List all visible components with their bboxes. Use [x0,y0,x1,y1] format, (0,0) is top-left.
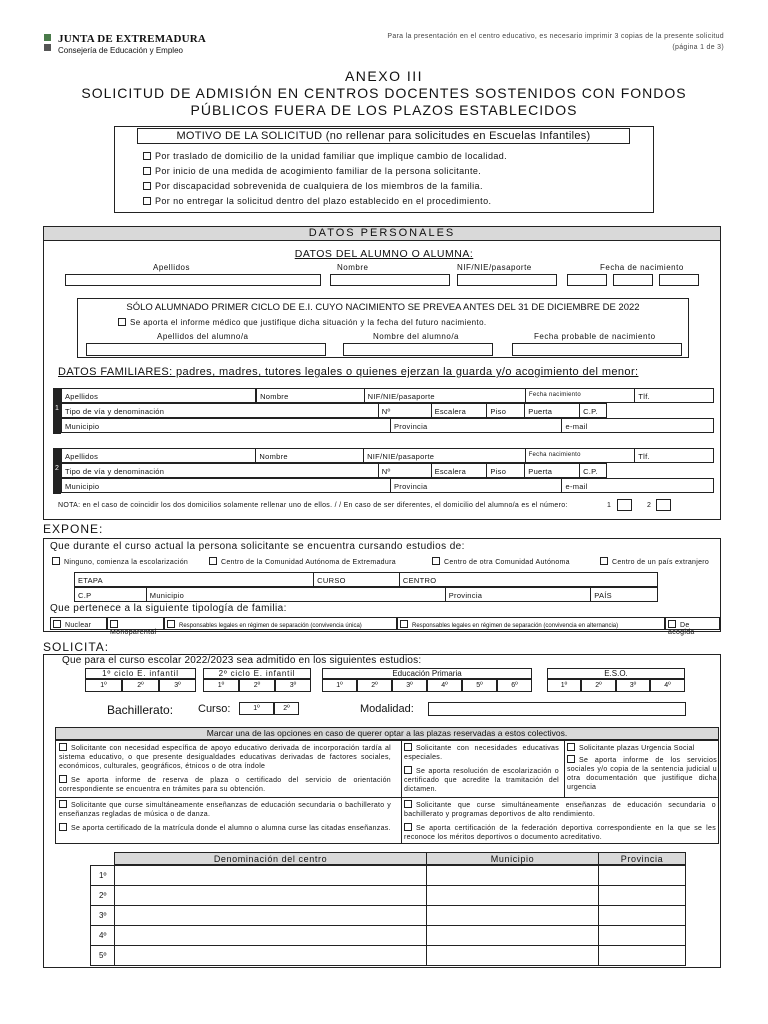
provincia-label: Provincia [446,588,592,601]
form-title-2: PÚBLICOS FUERA DE LOS PLAZOS ESTABLECIDOS [190,102,578,118]
ciclo1-c1[interactable]: 1º [85,679,122,692]
centro-provincia-input[interactable] [598,865,686,886]
pais-label: PAÍS [594,591,612,600]
fam-separacion-alternancia[interactable]: Responsables legales en régimen de separación (convivencia en alternancia) [397,617,665,630]
reserva-nee-apoyo-doc[interactable]: Se aporta informe de reserva de plaza o certificado del servicio de orientación correspondiente se encuentra en trámites para su obtención. [59,777,391,793]
fecha-probable-label: Fecha probable de nacimiento [534,332,656,341]
domicilio-opt-1[interactable] [617,499,632,511]
reserva-deporte-check[interactable]: Solicitante que curse simultáneamente enseñanzas de educación secundaria o bachillerato y programas deportivos de alto rendimiento. [404,802,716,818]
nombre-label: Nombre [256,449,364,462]
alumno-fecha-y[interactable] [659,274,699,286]
page-indicator: (página 1 de 3) [672,44,724,51]
cursando-text: Que durante el curso actual la persona solicitante se encuentra cursando estudios de: [50,541,465,552]
provincia-label: Provincia [391,479,562,492]
reserva-nee-apoyo-check[interactable]: Solicitante con necesidad específica de apoyo educativo derivada de incorporación tardía al sistema educativo, o que presente desigualdades educativas derivadas de factores sociales, económicos, culturales, geográficos, étnicos o de otra índole [59,745,391,770]
centro-row-number: 1º [90,865,115,886]
nif-label: NIF/NIE/pasaporte [365,389,526,402]
bach-c1[interactable]: 1º [239,702,274,715]
cp-label: C.P. [583,467,598,476]
motivo-option-2[interactable]: Por inicio de una medida de acogimiento familiar de la persona solicitante. [143,166,481,176]
domicilio-opt-1-label: 1 [607,502,612,509]
motivo-option-1[interactable]: Por traslado de domicilio de la unidad familiar que implique cambio de localidad. [143,151,507,161]
reserva-musica-doc[interactable]: Se aporta certificado de la matrícula donde el alumno o alumna curse las citadas enseñanzas. [59,823,391,833]
motivo-heading: MOTIVO DE LA SOLICITUD (no rellenar para solicitudes en Escuelas Infantiles) [137,128,630,144]
curso-label: CURSO [314,573,400,586]
primaria-c4[interactable]: 4º [427,679,462,692]
piso-label: Piso [487,404,525,417]
centro-row-number: 3º [90,905,115,926]
centro-row-number: 5º [90,945,115,966]
primaria-c1[interactable]: 1º [322,679,357,692]
municipio-label: Municipio [147,588,446,601]
municipio-label: Municipio [62,479,391,492]
municipio-label: Municipio [62,419,391,432]
fam-acogida[interactable]: De acogida [665,617,720,630]
num-label: Nº [379,464,432,477]
nombre-alumno-label: Nombre del alumno/a [373,332,459,341]
primaria-c3[interactable]: 3º [392,679,427,692]
fam-monoparental[interactable]: Monoparental [107,617,164,630]
header-note: Para la presentación en el centro educativo, es necesario imprimir 3 copias de la presente solicitud [387,33,724,40]
familiares-heading: DATOS FAMILIARES: padres, madres, tutores legales o quienes ejerzan la guarda y/o acogimiento del menor: [58,366,639,378]
primaria-header: Educación Primaria [322,668,532,679]
cursando-opt-ninguno[interactable]: Ninguno, comienza la escolarización [52,557,188,566]
reservadas-heading: Marcar una de las opciones en caso de querer optar a las plazas reservadas a estos colectivos. [55,727,719,740]
fecha-probable-input[interactable] [512,343,682,356]
nombre-alumno-input[interactable] [343,343,493,356]
alumno-heading: DATOS DEL ALUMNO O ALUMNA: [294,248,474,260]
provincia-label: Provincia [391,419,562,432]
ciclo1-header: 1º ciclo E. infantil [85,668,196,679]
eso-c2[interactable]: 2º [581,679,616,692]
bach-c2[interactable]: 2º [274,702,299,715]
eso-c3[interactable]: 3º [616,679,650,692]
personales-heading: DATOS PERSONALES [44,227,720,241]
alumno-fecha-m[interactable] [613,274,653,286]
cursando-opt-extremadura[interactable]: Centro de la Comunidad Autónoma de Extremadura [209,557,396,566]
email-label: e-mail [565,482,588,491]
centro-denominacion-input[interactable] [114,885,427,906]
centro-provincia-input[interactable] [598,925,686,946]
reserva-nee-doc[interactable]: Se aporta resolución de escolarización o certificado que acredite la tramitación del dictamen. [404,768,559,793]
motivo-option-4[interactable]: Por no entregar la solicitud dentro del plazo establecido en el procedimiento. [143,196,491,206]
expone-heading: EXPONE: [43,522,104,536]
etapa-label: ETAPA [75,573,314,586]
apellidos-label: Apellidos [62,449,256,462]
eso-c1[interactable]: 1º [547,679,581,692]
cursando-opt-extranjero[interactable]: Centro de un país extranjero [600,557,709,566]
grid-hline [55,797,719,798]
apellidos-alumno-label: Apellidos del alumno/a [157,332,249,341]
tutor-2-row-2 [61,463,607,478]
reserva-nee-check[interactable]: Solicitante con necesidades educativas especiales. [404,745,559,761]
logo-mark-2 [44,44,51,51]
annex-title: ANEXO III [344,68,424,84]
centro-provincia-input[interactable] [598,945,686,966]
solicita-heading: SOLICITA: [43,640,110,654]
primaria-c5[interactable]: 5º [462,679,497,692]
tipologia-text: Que pertenece a la siguiente tipología de familia: [50,603,287,614]
modalidad-input[interactable] [428,702,686,716]
cp-label: C.P [75,588,147,601]
ciclo2-header: 2º ciclo E. infantil [203,668,311,679]
fecha-label: Fecha nacimiento [526,449,636,462]
primaria-c6[interactable]: 6º [497,679,532,692]
reserva-urgencia-doc[interactable]: Se aporta informe de los servicios sociales y/o copia de la sentencia judicial u otra documentación que justifique dicha urgencia [567,757,717,791]
cursando-opt-otra-ca[interactable]: Centro de otra Comunidad Autónoma [432,557,570,566]
centro-denominacion-input[interactable] [114,865,427,886]
reserva-deporte-doc[interactable]: Se aporta certificación de la federación deportiva correspondiente en la que se les reconoce los méritos deportivos o documento acreditativo. [404,825,716,841]
num-label: Nº [379,404,432,417]
centro-municipio-input[interactable] [426,885,599,906]
tutor-1-row-1 [61,388,714,403]
fam-nuclear[interactable]: Nuclear [50,617,107,630]
tipo-via-label: Tipo de vía y denominación [62,404,379,417]
th-denominacion: Denominación del centro [114,852,427,865]
apellidos-label: Apellidos [62,389,256,402]
alumno-apellidos-label: Apellidos [153,263,190,272]
tutor-2-row-1 [61,448,714,463]
domicilio-opt-2[interactable] [656,499,671,511]
escalera-label: Escalera [432,404,488,417]
domicilio-opt-2-label: 2 [647,502,652,509]
alumno-apellidos-input[interactable] [65,274,321,286]
ciclo2-c3[interactable]: 3º [275,679,311,692]
ciclo2-c2[interactable]: 2º [239,679,275,692]
informe-medico-check[interactable]: Se aporta el informe médico que justifique dicha situación y la fecha del futuro nacimiento. [118,318,487,327]
expone-row-1 [74,572,658,587]
form-title-1: SOLICITUD DE ADMISIÓN EN CENTROS DOCENTES SOSTENIDOS CON FONDOS [81,85,687,101]
fecha-label: Fecha nacimiento [526,389,636,402]
centro-row-number: 4º [90,925,115,946]
escalera-label: Escalera [432,464,488,477]
tutor-1-row-3 [61,418,714,433]
tutor-2-number: 2 [53,448,61,494]
bach-curso-label: Curso: [198,703,231,715]
reserva-musica-check[interactable]: Solicitante que curse simultáneamente enseñanzas de educación secundaria o bachillerato y enseñanzas regladas de música o de danza. [59,802,391,818]
alumno-fecha-d[interactable] [567,274,607,286]
alumno-nombre-input[interactable] [330,274,450,286]
tipo-via-label: Tipo de vía y denominación [62,464,379,477]
centro-provincia-input[interactable] [598,905,686,926]
tlf-label: Tlf. [638,392,650,401]
th-provincia: Provincia [598,852,686,865]
puerta-label: Puerta [525,464,580,477]
tutor-1-number: 1 [53,388,61,434]
centro-municipio-input[interactable] [426,925,599,946]
centro-denominacion-input[interactable] [114,945,427,966]
grid-vline-2 [564,740,565,797]
centro-municipio-input[interactable] [426,905,599,926]
alumno-nombre-label: Nombre [337,263,369,272]
centro-municipio-input[interactable] [426,865,599,886]
primaria-c2[interactable]: 2º [357,679,392,692]
piso-label: Piso [487,464,525,477]
centro-provincia-input[interactable] [598,885,686,906]
apellidos-alumno-input[interactable] [86,343,326,356]
fam-separacion-unica[interactable]: Responsables legales en régimen de separación (convivencia única) [164,617,397,630]
eso-header: E.S.O. [547,668,685,679]
dept-name: Consejería de Educación y Empleo [58,46,183,55]
ciclo1-c2[interactable]: 2º [122,679,159,692]
th-municipio: Municipio [426,852,599,865]
reserva-urgencia-check[interactable]: Solicitante plazas Urgencia Social [567,743,717,753]
nombre-label: Nombre [257,389,365,402]
org-name: JUNTA DE EXTREMADURA [58,33,207,45]
alumno-nif-input[interactable] [457,274,557,286]
email-label: e-mail [565,422,588,431]
tutor-1-row-2 [61,403,607,418]
solicita-intro: Que para el curso escolar 2022/2023 sea admitido en los siguientes estudios: [62,655,422,666]
expone-row-2 [74,587,658,602]
bachillerato-label: Bachillerato: [107,703,174,717]
centro-denominacion-input[interactable] [114,905,427,926]
centro-label: CENTRO [402,576,437,585]
nota-domicilio: NOTA: en el caso de coincidir los dos domicilios solamente rellenar uno de ellos. / / En caso de ser diferentes, el domicilio del alumno/a es el número: [58,502,568,509]
tlf-label: Tlf. [638,452,650,461]
ciclo2-c1[interactable]: 1º [203,679,239,692]
modalidad-label: Modalidad: [360,703,414,715]
logo-mark [44,34,51,41]
ciclo1-c3[interactable]: 3º [159,679,196,692]
eso-c4[interactable]: 4º [650,679,685,692]
puerta-label: Puerta [525,404,580,417]
alumno-nif-label: NIF/NIE/pasaporte [457,263,532,272]
cp-label: C.P. [583,407,598,416]
nif-label: NIF/NIE/pasaporte [364,449,526,462]
motivo-option-3[interactable]: Por discapacidad sobrevenida de cualquiera de los miembros de la familia. [143,181,483,191]
primer-ciclo-title: SÓLO ALUMNADO PRIMER CICLO DE E.I. CUYO NACIMIENTO SE PREVEA ANTES DEL 31 DE DICIEMBRE DE 2022 [126,302,640,313]
centro-municipio-input[interactable] [426,945,599,966]
centro-row-number: 2º [90,885,115,906]
grid-vline-1 [401,740,402,844]
centro-denominacion-input[interactable] [114,925,427,946]
tutor-2-row-3 [61,478,714,493]
alumno-fecha-label: Fecha de nacimiento [600,263,684,272]
